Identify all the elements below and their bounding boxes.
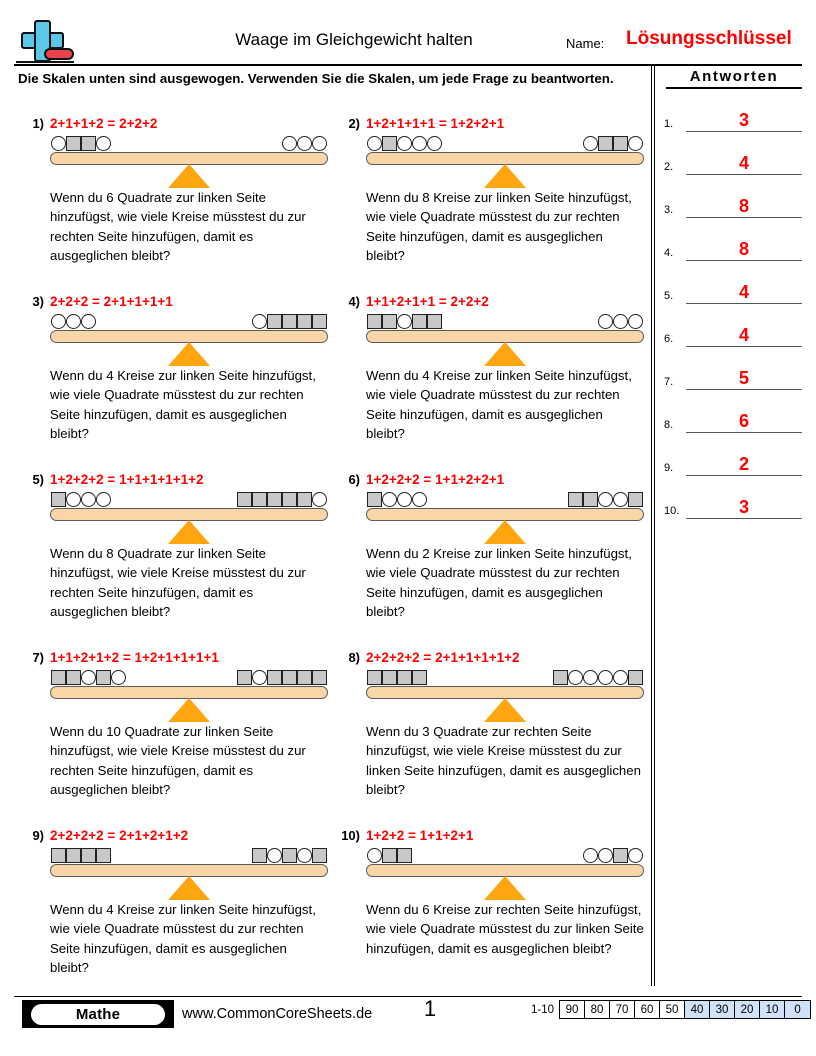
grading-cell: 40 <box>685 1001 710 1018</box>
square-weight-icon <box>252 492 267 507</box>
problem-equation: 1+1+2+1+2 = 1+2+1+1+1+1 <box>50 650 219 665</box>
balance-scale <box>50 846 328 896</box>
square-weight-icon <box>96 848 111 863</box>
problem-question: Wenn du 4 Kreise zur linken Seite hinzufügst, wie viele Quadrate müsstest du zur rechten Seite hinzufügen, damit es ausgeglichen bleibt? <box>50 368 316 441</box>
square-weight-icon <box>382 136 397 151</box>
grading-cell: 60 <box>635 1001 660 1018</box>
square-weight-icon <box>583 492 598 507</box>
square-weight-icon <box>297 314 312 329</box>
problem-question: Wenn du 10 Quadrate zur linken Seite hinzufügst, wie viele Kreise müsstest du zur rechten Seite hinzufügen, damit es ausgeglichen bleibt? <box>50 724 306 797</box>
square-weight-icon <box>397 670 412 685</box>
problem-number: 2) <box>348 116 360 131</box>
square-weight-icon <box>51 670 66 685</box>
scale-fulcrum-icon <box>168 342 210 366</box>
scale-right-shapes <box>237 490 327 507</box>
scale-fulcrum-icon <box>484 520 526 544</box>
scale-left-shapes <box>367 846 412 863</box>
answer-row <box>660 218 808 261</box>
square-weight-icon <box>628 492 643 507</box>
circle-weight-icon <box>427 136 442 151</box>
answer-value: 5 <box>686 369 802 390</box>
scale-right-shapes <box>568 490 643 507</box>
name-label: Name: <box>566 36 605 51</box>
answer-row <box>660 347 808 390</box>
plus-minus-icon <box>14 20 76 64</box>
balance-scale <box>366 490 644 540</box>
square-weight-icon <box>252 848 267 863</box>
answer-index: 8. <box>664 419 674 431</box>
scale-left-shapes <box>51 846 111 863</box>
circle-weight-icon <box>628 848 643 863</box>
grading-range-label: 1-10 <box>531 1003 555 1016</box>
square-weight-icon <box>237 492 252 507</box>
circle-weight-icon <box>252 314 267 329</box>
circle-weight-icon <box>267 848 282 863</box>
balance-scale <box>50 668 328 718</box>
circle-weight-icon <box>111 670 126 685</box>
problem-number: 1) <box>32 116 44 131</box>
grading-cell: 30 <box>710 1001 735 1018</box>
problem-question: Wenn du 6 Kreise zur rechten Seite hinzufügst, wie viele Quadrate müsstest du zur linken Seite hinzufügen, damit es ausgeglichen bleibt? <box>366 902 644 956</box>
page-header <box>14 18 802 64</box>
circle-weight-icon <box>583 848 598 863</box>
circle-weight-icon <box>598 314 613 329</box>
square-weight-icon <box>598 136 613 151</box>
answer-row <box>660 390 808 433</box>
scale-left-shapes <box>51 312 96 329</box>
square-weight-icon <box>282 314 297 329</box>
scale-left-shapes <box>367 312 442 329</box>
answer-index: 7. <box>664 376 674 388</box>
answer-index: 4. <box>664 247 674 259</box>
circle-weight-icon <box>367 848 382 863</box>
square-weight-icon <box>51 848 66 863</box>
answer-value: 2 <box>686 455 802 476</box>
answer-value: 3 <box>686 111 802 132</box>
grading-cell: 90 <box>560 1001 585 1018</box>
scale-left-shapes <box>367 490 427 507</box>
scale-left-shapes <box>367 134 442 151</box>
grading-cell: 10 <box>760 1001 785 1018</box>
circle-weight-icon <box>297 136 312 151</box>
circle-weight-icon <box>628 136 643 151</box>
answer-index: 5. <box>664 290 674 302</box>
scale-right-shapes <box>282 134 327 151</box>
answer-index: 10. <box>664 505 680 517</box>
problem-equation: 2+2+2+2 = 2+1+2+1+2 <box>50 828 189 843</box>
circle-weight-icon <box>81 492 96 507</box>
grading-cell: 80 <box>585 1001 610 1018</box>
square-weight-icon <box>267 314 282 329</box>
circle-weight-icon <box>282 136 297 151</box>
circle-weight-icon <box>382 492 397 507</box>
problem-number: 4) <box>348 294 360 309</box>
answer-row <box>660 304 808 347</box>
answer-row <box>660 476 808 519</box>
square-weight-icon <box>367 492 382 507</box>
circle-weight-icon <box>598 848 613 863</box>
header-divider <box>14 64 802 66</box>
square-weight-icon <box>412 314 427 329</box>
answer-index: 3. <box>664 204 674 216</box>
answer-key-label: Lösungsschlüssel <box>626 28 792 49</box>
balance-scale <box>366 668 644 718</box>
problem-number: 3) <box>32 294 44 309</box>
problem-question: Wenn du 6 Quadrate zur linken Seite hinzufügst, wie viele Kreise müsstest du zur rechten Seite hinzufügen, damit es ausgeglichen bleibt? <box>50 190 306 263</box>
problem-equation: 1+2+1+1+1 = 1+2+2+1 <box>366 116 505 131</box>
answers-title: Antworten <box>666 68 802 89</box>
square-weight-icon <box>628 670 643 685</box>
answer-index: 9. <box>664 462 674 474</box>
scale-fulcrum-icon <box>484 876 526 900</box>
circle-weight-icon <box>51 136 66 151</box>
square-weight-icon <box>367 314 382 329</box>
answers-divider <box>651 66 655 986</box>
problem-question: Wenn du 2 Kreise zur linken Seite hinzufügst, wie viele Quadrate müsstest du zur rechten Seite hinzufügen, damit es ausgeglichen bleibt? <box>366 546 632 619</box>
square-weight-icon <box>237 670 252 685</box>
grading-cell: 20 <box>735 1001 760 1018</box>
square-weight-icon <box>382 670 397 685</box>
circle-weight-icon <box>628 314 643 329</box>
problem-equation: 1+2+2 = 1+1+2+1 <box>366 828 474 843</box>
square-weight-icon <box>613 848 628 863</box>
square-weight-icon <box>568 492 583 507</box>
scale-right-shapes <box>583 846 643 863</box>
problem-question: Wenn du 8 Quadrate zur linken Seite hinzufügst, wie viele Kreise müsstest du zur rechten Seite hinzufügen, damit es ausgeglichen bleibt? <box>50 546 306 619</box>
circle-weight-icon <box>81 314 96 329</box>
square-weight-icon <box>81 136 96 151</box>
instructions-text: Die Skalen unten sind ausgewogen. Verwenden Sie die Skalen, um jede Frage zu beantworten. <box>18 71 614 86</box>
square-weight-icon <box>51 492 66 507</box>
square-weight-icon <box>96 670 111 685</box>
scale-left-shapes <box>51 668 126 685</box>
square-weight-icon <box>312 314 327 329</box>
answer-value: 4 <box>686 154 802 175</box>
square-weight-icon <box>282 848 297 863</box>
square-weight-icon <box>382 848 397 863</box>
square-weight-icon <box>297 492 312 507</box>
square-weight-icon <box>312 670 327 685</box>
circle-weight-icon <box>252 670 267 685</box>
problem-equation: 2+2+2+2 = 2+1+1+1+1+2 <box>366 650 520 665</box>
problem-number: 10) <box>341 828 360 843</box>
scale-right-shapes <box>583 134 643 151</box>
circle-weight-icon <box>613 492 628 507</box>
scale-fulcrum-icon <box>484 342 526 366</box>
square-weight-icon <box>297 670 312 685</box>
circle-weight-icon <box>297 848 312 863</box>
scale-fulcrum-icon <box>168 520 210 544</box>
circle-weight-icon <box>613 314 628 329</box>
minus-bar <box>44 48 74 60</box>
scale-fulcrum-icon <box>484 164 526 188</box>
answer-value: 4 <box>686 326 802 347</box>
circle-weight-icon <box>583 136 598 151</box>
circle-weight-icon <box>568 670 583 685</box>
answer-index: 6. <box>664 333 674 345</box>
problem-question: Wenn du 8 Kreise zur linken Seite hinzufügst, wie viele Quadrate müsstest du zur rechten Seite hinzufügen, damit es ausgeglichen bleibt? <box>366 190 632 263</box>
scale-right-shapes <box>252 312 327 329</box>
answer-row <box>660 433 808 476</box>
scale-right-shapes <box>252 846 327 863</box>
problem-number: 8) <box>348 650 360 665</box>
square-weight-icon <box>553 670 568 685</box>
circle-weight-icon <box>66 492 81 507</box>
scale-fulcrum-icon <box>484 698 526 722</box>
square-weight-icon <box>282 492 297 507</box>
circle-weight-icon <box>312 492 327 507</box>
circle-weight-icon <box>367 136 382 151</box>
answer-index: 2. <box>664 161 674 173</box>
problems-grid <box>18 116 644 984</box>
square-weight-icon <box>66 670 81 685</box>
brand-badge <box>22 1000 174 1028</box>
circle-weight-icon <box>81 670 96 685</box>
square-weight-icon <box>397 848 412 863</box>
answer-row <box>660 175 808 218</box>
scale-right-shapes <box>237 668 327 685</box>
square-weight-icon <box>267 670 282 685</box>
circle-weight-icon <box>583 670 598 685</box>
brand-label: Mathe <box>31 1004 165 1025</box>
page-number: 1 <box>423 996 437 1021</box>
circle-weight-icon <box>96 492 111 507</box>
square-weight-icon <box>66 848 81 863</box>
circle-weight-icon <box>397 136 412 151</box>
problem-equation: 1+2+2+2 = 1+1+1+1+1+2 <box>50 472 204 487</box>
circle-weight-icon <box>598 670 613 685</box>
answer-row <box>660 261 808 304</box>
problem-number: 6) <box>348 472 360 487</box>
problem-equation: 1+1+2+1+1 = 2+2+2 <box>366 294 489 309</box>
answer-value: 4 <box>686 283 802 304</box>
square-weight-icon <box>282 670 297 685</box>
square-weight-icon <box>382 314 397 329</box>
circle-weight-icon <box>51 314 66 329</box>
problem-question: Wenn du 4 Kreise zur linken Seite hinzufügst, wie viele Quadrate müsstest du zur rechten Seite hinzufügen, damit es ausgeglichen bleibt? <box>50 902 316 975</box>
scale-fulcrum-icon <box>168 876 210 900</box>
scale-left-shapes <box>51 490 111 507</box>
circle-weight-icon <box>598 492 613 507</box>
grading-cell: 50 <box>660 1001 685 1018</box>
grading-cells <box>559 1000 811 1019</box>
balance-scale <box>366 312 644 362</box>
problem-equation: 2+2+2 = 2+1+1+1+1 <box>50 294 173 309</box>
footer-divider <box>14 996 802 997</box>
square-weight-icon <box>66 136 81 151</box>
answers-list <box>660 89 808 519</box>
scale-right-shapes <box>553 668 643 685</box>
circle-weight-icon <box>397 314 412 329</box>
circle-weight-icon <box>66 314 81 329</box>
answer-value: 3 <box>686 498 802 519</box>
answer-value: 8 <box>686 240 802 261</box>
problem-question: Wenn du 4 Kreise zur linken Seite hinzufügst, wie viele Quadrate müsstest du zur rechten Seite hinzufügen, damit es ausgeglichen bleibt? <box>366 368 632 441</box>
answer-index: 1. <box>664 118 674 130</box>
grading-cell: 70 <box>610 1001 635 1018</box>
answer-value: 8 <box>686 197 802 218</box>
balance-scale <box>50 490 328 540</box>
problem-equation: 2+1+1+2 = 2+2+2 <box>50 116 158 131</box>
square-weight-icon <box>412 670 427 685</box>
grading-scale <box>531 1000 811 1019</box>
balance-scale <box>50 134 328 184</box>
circle-weight-icon <box>312 136 327 151</box>
answer-value: 6 <box>686 412 802 433</box>
answer-row <box>660 89 808 132</box>
square-weight-icon <box>613 136 628 151</box>
scale-left-shapes <box>367 668 427 685</box>
balance-scale <box>366 846 644 896</box>
circle-weight-icon <box>412 492 427 507</box>
problem-equation: 1+2+2+2 = 1+1+2+2+1 <box>366 472 505 487</box>
scale-left-shapes <box>51 134 111 151</box>
answers-panel <box>660 68 808 519</box>
circle-weight-icon <box>96 136 111 151</box>
problem-number: 9) <box>32 828 44 843</box>
problem-number: 5) <box>32 472 44 487</box>
balance-scale <box>50 312 328 362</box>
square-weight-icon <box>427 314 442 329</box>
scale-right-shapes <box>598 312 643 329</box>
scale-fulcrum-icon <box>168 164 210 188</box>
square-weight-icon <box>81 848 96 863</box>
page-title: Waage im Gleichgewicht halten <box>235 30 473 49</box>
circle-weight-icon <box>613 670 628 685</box>
circle-weight-icon <box>397 492 412 507</box>
grading-cell: 0 <box>785 1001 810 1018</box>
circle-weight-icon <box>412 136 427 151</box>
square-weight-icon <box>267 492 282 507</box>
scale-fulcrum-icon <box>168 698 210 722</box>
website-url: www.CommonCoreSheets.de <box>182 1006 373 1022</box>
balance-scale <box>366 134 644 184</box>
answer-row <box>660 132 808 175</box>
problem-question: Wenn du 3 Quadrate zur rechten Seite hinzufügst, wie viele Kreise müsstest du zur linken Seite hinzufügen, damit es ausgeglichen bleibt? <box>366 724 641 797</box>
square-weight-icon <box>312 848 327 863</box>
square-weight-icon <box>367 670 382 685</box>
problem-number: 7) <box>32 650 44 665</box>
